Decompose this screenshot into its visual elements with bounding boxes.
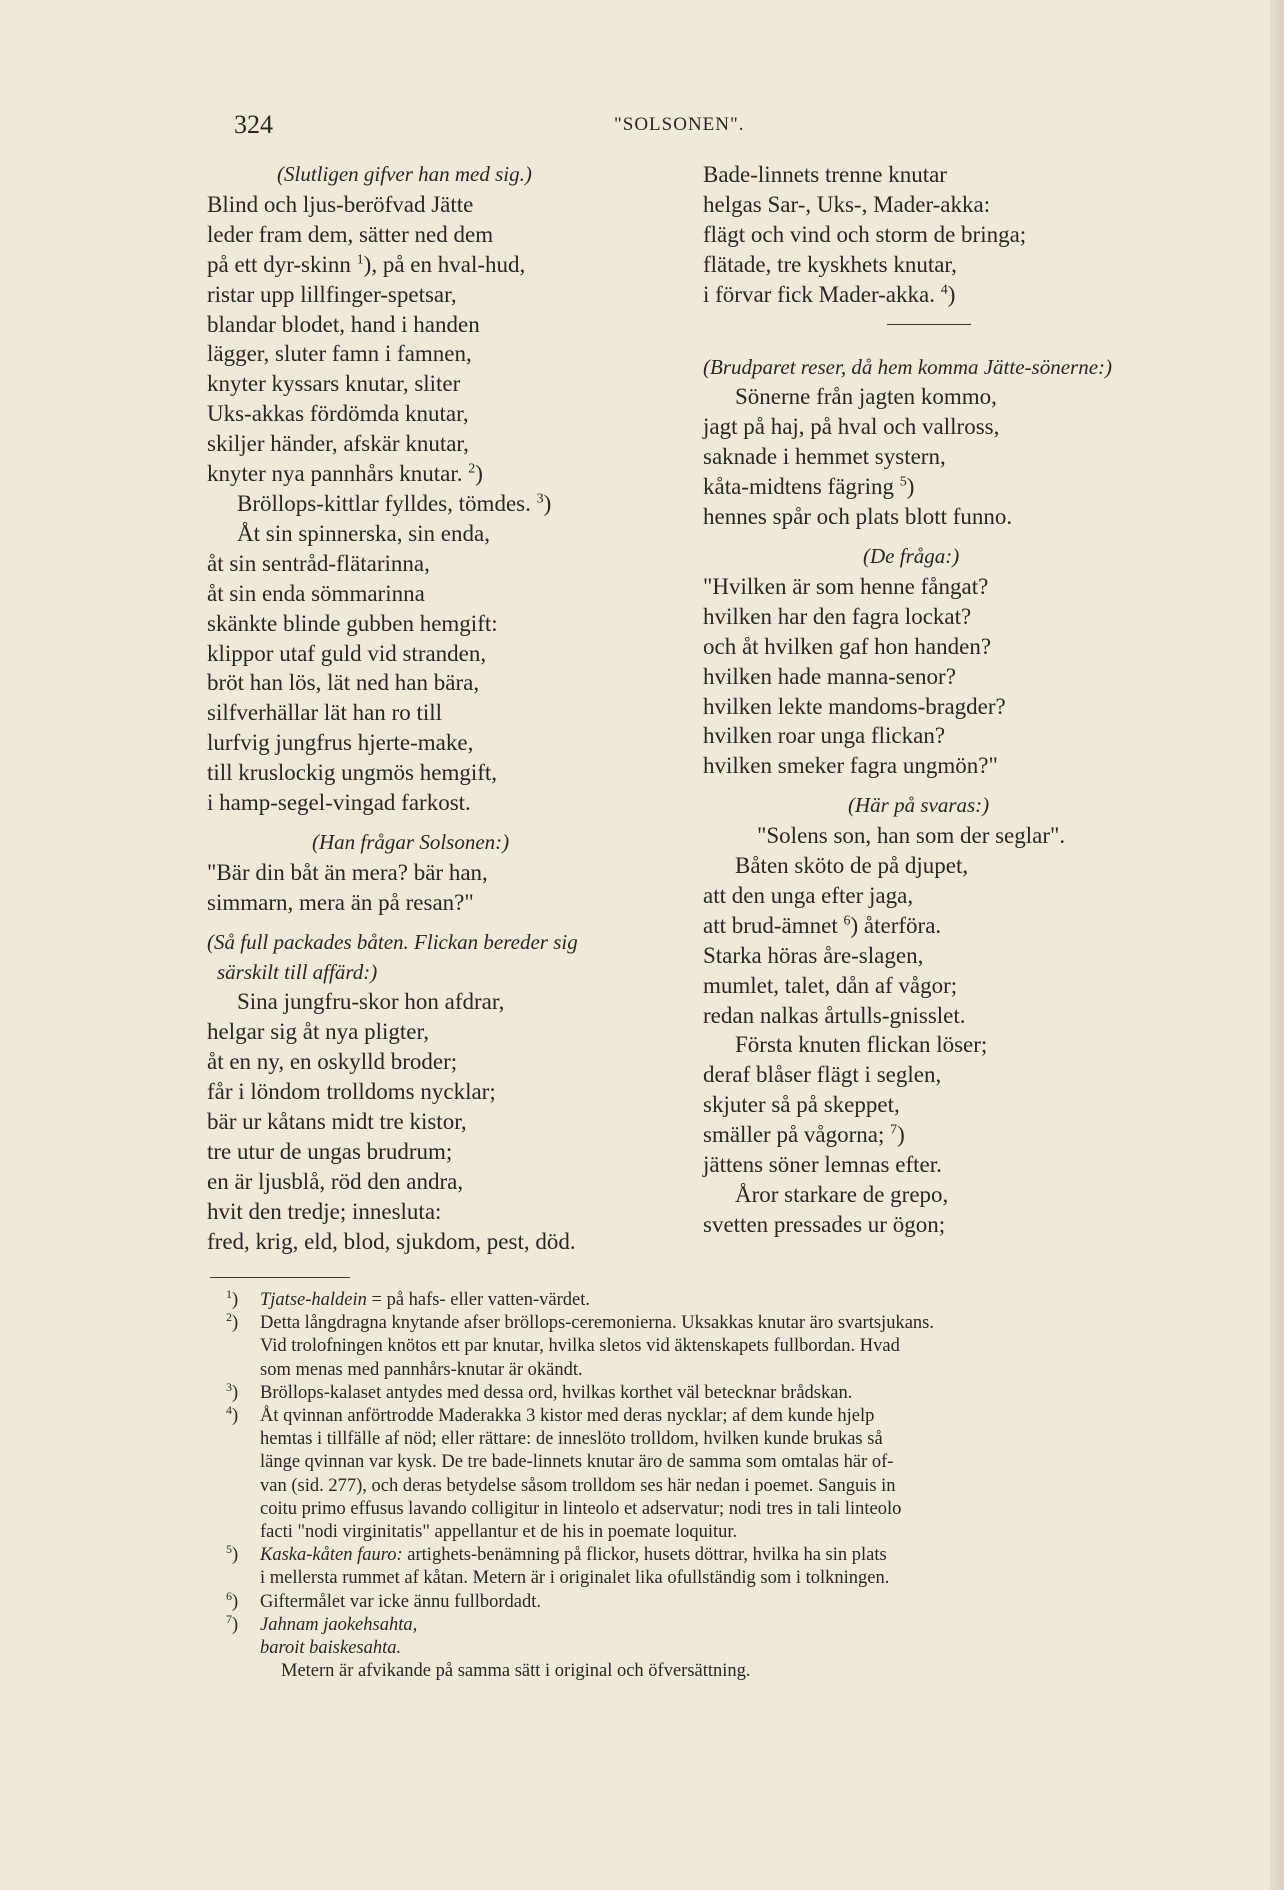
verse-line: tre utur de ungas brudrum; xyxy=(207,1139,453,1164)
page-edge xyxy=(1270,0,1284,1890)
verse-line: svetten pressades ur ögon; xyxy=(703,1211,946,1237)
verse-line: hvilken har den fagra lockat? xyxy=(703,603,972,629)
footnote: $^6$) Giftermålet var icke ännu fullbordadt. xyxy=(226,1588,541,1612)
stage-direction: (De fråga:) xyxy=(863,543,960,568)
verse-line: i förvar fick Mader-akka. $^4$) xyxy=(703,281,956,307)
footnote-ref: 1 xyxy=(356,252,364,268)
verse-line: Första knuten flickan löser; xyxy=(735,1032,988,1058)
verse-line: hvit den tredje; innesluta: xyxy=(207,1198,442,1224)
stage-direction: (Här på svaras:) xyxy=(848,793,990,818)
verse-line: Sina jungfru-skor hon afdrar, xyxy=(237,989,505,1015)
verse-line: smäller på vågorna; $^7$) xyxy=(703,1122,905,1148)
left-column xyxy=(207,160,682,1257)
verse-line: "Solens son, han som der seglar". xyxy=(757,823,1066,849)
verse-line: klippor utaf guld vid stranden, xyxy=(207,640,487,666)
verse-line: hennes spår och plats blott funno. xyxy=(703,504,1013,530)
verse-line: knyter nya pannhårs knutar. $^2$) xyxy=(207,461,483,487)
verse-line: och åt hvilken gaf hon handen? xyxy=(703,633,992,659)
footnotes xyxy=(226,1286,1166,1683)
footnote-ref: 7 xyxy=(890,1122,898,1138)
verse-line: Bade-linnets trenne knutar xyxy=(703,162,947,187)
running-head xyxy=(0,110,1284,146)
footnote: $^7$) Jahnam jaokehsahta, baroit baiskesahta. xyxy=(226,1611,418,1659)
verse-line: simmarn, mera än på resan?" xyxy=(207,889,474,915)
verse-line: Åror starkare de grepo, xyxy=(735,1182,949,1207)
verse-line: Båten sköto de på djupet, xyxy=(735,853,969,879)
verse-line: hvilken roar unga flickan? xyxy=(703,723,946,749)
footnote-ref: 2 xyxy=(468,461,476,477)
verse-line: åt en ny, en oskylld broder; xyxy=(207,1049,458,1075)
verse-line: lurfvig jungfrus hjerte-make, xyxy=(207,730,474,756)
verse-line: silfverhällar lät han ro till xyxy=(207,700,443,726)
verse-line: mumlet, talet, dån af vågor; xyxy=(703,972,958,998)
verse-line: helgar sig åt nya pligter, xyxy=(207,1019,429,1045)
footnote-rule xyxy=(210,1277,350,1278)
verse-line: hvilken hade manna-senor? xyxy=(703,663,956,689)
verse-line: kåta-midtens fägring $^5$) xyxy=(703,474,915,500)
verse-line: lägger, sluter famn i famnen, xyxy=(207,341,472,367)
verse-line: Bröllops-kittlar fylldes, tömdes. $^3$) xyxy=(237,490,552,516)
verse-line: i hamp-segel-vingad farkost. xyxy=(207,790,471,816)
footnote: $^4$) Åt qvinnan anförtrodde Maderakka 3 kistor med deras nycklar; af dem kunde hjelp hemtas i tillfälle af nöd; eller rättare: de inneslöto trolldom, hvilken kunde brukas så länge qvinnan var kysk. De tre bade-linnets knutar äro de samma som omtalas här of- van (sid. 277), och deras betydelse såsom trolldom ses här nedan i poemet. Sanguis in coitu primo effusus lavando colligitur in linteolo et adservatur; nodi tres in tali linteolo facti "nodi virginitatis" appellantur et de his in poemate loquitur. xyxy=(226,1402,902,1543)
footnote-ref: 6 xyxy=(843,913,851,929)
footnote-ref: 4 xyxy=(940,281,948,297)
stage-direction: (Så full packades båten. Flickan bereder sig särskilt till affärd:) xyxy=(207,929,578,984)
verse-line: åt sin enda sömmarinna xyxy=(207,580,425,606)
verse-line: Starka höras åre-slagen, xyxy=(703,942,924,968)
footnote: $^3$) Bröllops-kalaset antydes med dessa ord, hvilkas korthet väl betecknar brådskan. xyxy=(226,1379,853,1403)
verse-line: knyter kyssars knutar, sliter xyxy=(207,371,461,397)
verse-line: skänkte blinde gubben hemgift: xyxy=(207,610,498,636)
verse-line: får i löndom trolldoms nycklar; xyxy=(207,1079,496,1105)
stage-direction: (Han frågar Solsonen:) xyxy=(312,829,510,854)
verse-line: jagt på haj, på hval och vallross, xyxy=(703,414,1000,440)
verse-line: hvilken smeker fagra ungmön?" xyxy=(703,753,998,779)
verse-line: flägt och vind och storm de bringa; xyxy=(703,221,1027,247)
verse-line: ristar upp lillfinger-spetsar, xyxy=(207,281,457,307)
verse-line: bröt han lös, lät ned han bära, xyxy=(207,670,480,696)
stage-direction: (Slutligen gifver han med sig.) xyxy=(277,162,532,186)
stage-direction: (Brudparet reser, då hem komma Jätte-sönerne:) xyxy=(703,354,1113,379)
running-title: "SOLSONEN". xyxy=(614,114,745,135)
footnote-continuation: Metern är afvikande på samma sätt i original och öfversättning. xyxy=(281,1661,751,1682)
verse-line: helgas Sar-, Uks-, Mader-akka: xyxy=(703,191,991,217)
verse-line: att brud-ämnet $^6$) återföra. xyxy=(703,912,942,938)
footnote-ref: 3 xyxy=(536,491,544,507)
verse-line: flätade, tre kyskhets knutar, xyxy=(703,251,957,277)
verse-line: Blind och ljus-beröfvad Jätte xyxy=(207,191,474,217)
verse-line: på ett dyr-skinn $^1$), på en hval-hud, xyxy=(207,251,526,277)
footnote: $^2$) Detta långdragna knytande afser bröllops-ceremonierna. Uksakkas knutar äro svartsjukans. Vid trolofningen knötos ett par knutar, hvilka sletos vid äktenskapets fullbordan. Hvad som menas med pannhårs-knutar är okändt. xyxy=(226,1310,934,1380)
verse-line: Sönerne från jagten kommo, xyxy=(735,384,997,410)
verse-line: "Hvilken är som henne fångat? xyxy=(703,573,989,599)
right-column xyxy=(703,160,1183,1240)
verse-line: hvilken lekte mandoms-bragder? xyxy=(703,693,1006,719)
verse-line: deraf blåser flägt i seglen, xyxy=(703,1062,942,1088)
verse-line: skiljer händer, afskär knutar, xyxy=(207,431,469,457)
verse-line: redan nalkas årtulls-gnisslet. xyxy=(703,1002,966,1028)
verse-line: leder fram dem, sätter ned dem xyxy=(207,221,494,247)
verse-line: att den unga efter jaga, xyxy=(703,882,914,908)
verse-line: blandar blodet, hand i handen xyxy=(207,311,480,337)
section-divider xyxy=(887,324,971,325)
verse-line: jättens söner lemnas efter. xyxy=(703,1152,942,1178)
page-number: 324 xyxy=(234,110,273,139)
footnote-ref: 5 xyxy=(899,474,907,490)
verse-line: "Bär din båt än mera? bär han, xyxy=(207,859,488,885)
footnote: $^5$) Kaska-kåten fauro: artighets-benämning på flickor, husets döttrar, hvilka ha sin plats i mellersta rummet af kåtan. Metern är i originalet lika ofullständig som i tolkningen. xyxy=(226,1542,890,1589)
footnote: $^1$) Tjatse-haldein = på hafs- eller vatten-värdet. xyxy=(226,1286,590,1310)
verse-line: en är ljusblå, röd den andra, xyxy=(207,1168,464,1194)
verse-line: saknade i hemmet systern, xyxy=(703,444,946,470)
verse-line: Åt sin spinnerska, sin enda, xyxy=(237,520,490,546)
verse-line: åt sin sentråd-flätarinna, xyxy=(207,550,430,576)
verse-line: till kruslockig ungmös hemgift, xyxy=(207,760,498,786)
verse-line: Uks-akkas fördömda knutar, xyxy=(207,401,469,427)
verse-line: bär ur kåtans midt tre kistor, xyxy=(207,1109,467,1135)
verse-line: skjuter så på skeppet, xyxy=(703,1092,900,1118)
verse-line: fred, krig, eld, blod, sjukdom, pest, död. xyxy=(207,1228,576,1254)
